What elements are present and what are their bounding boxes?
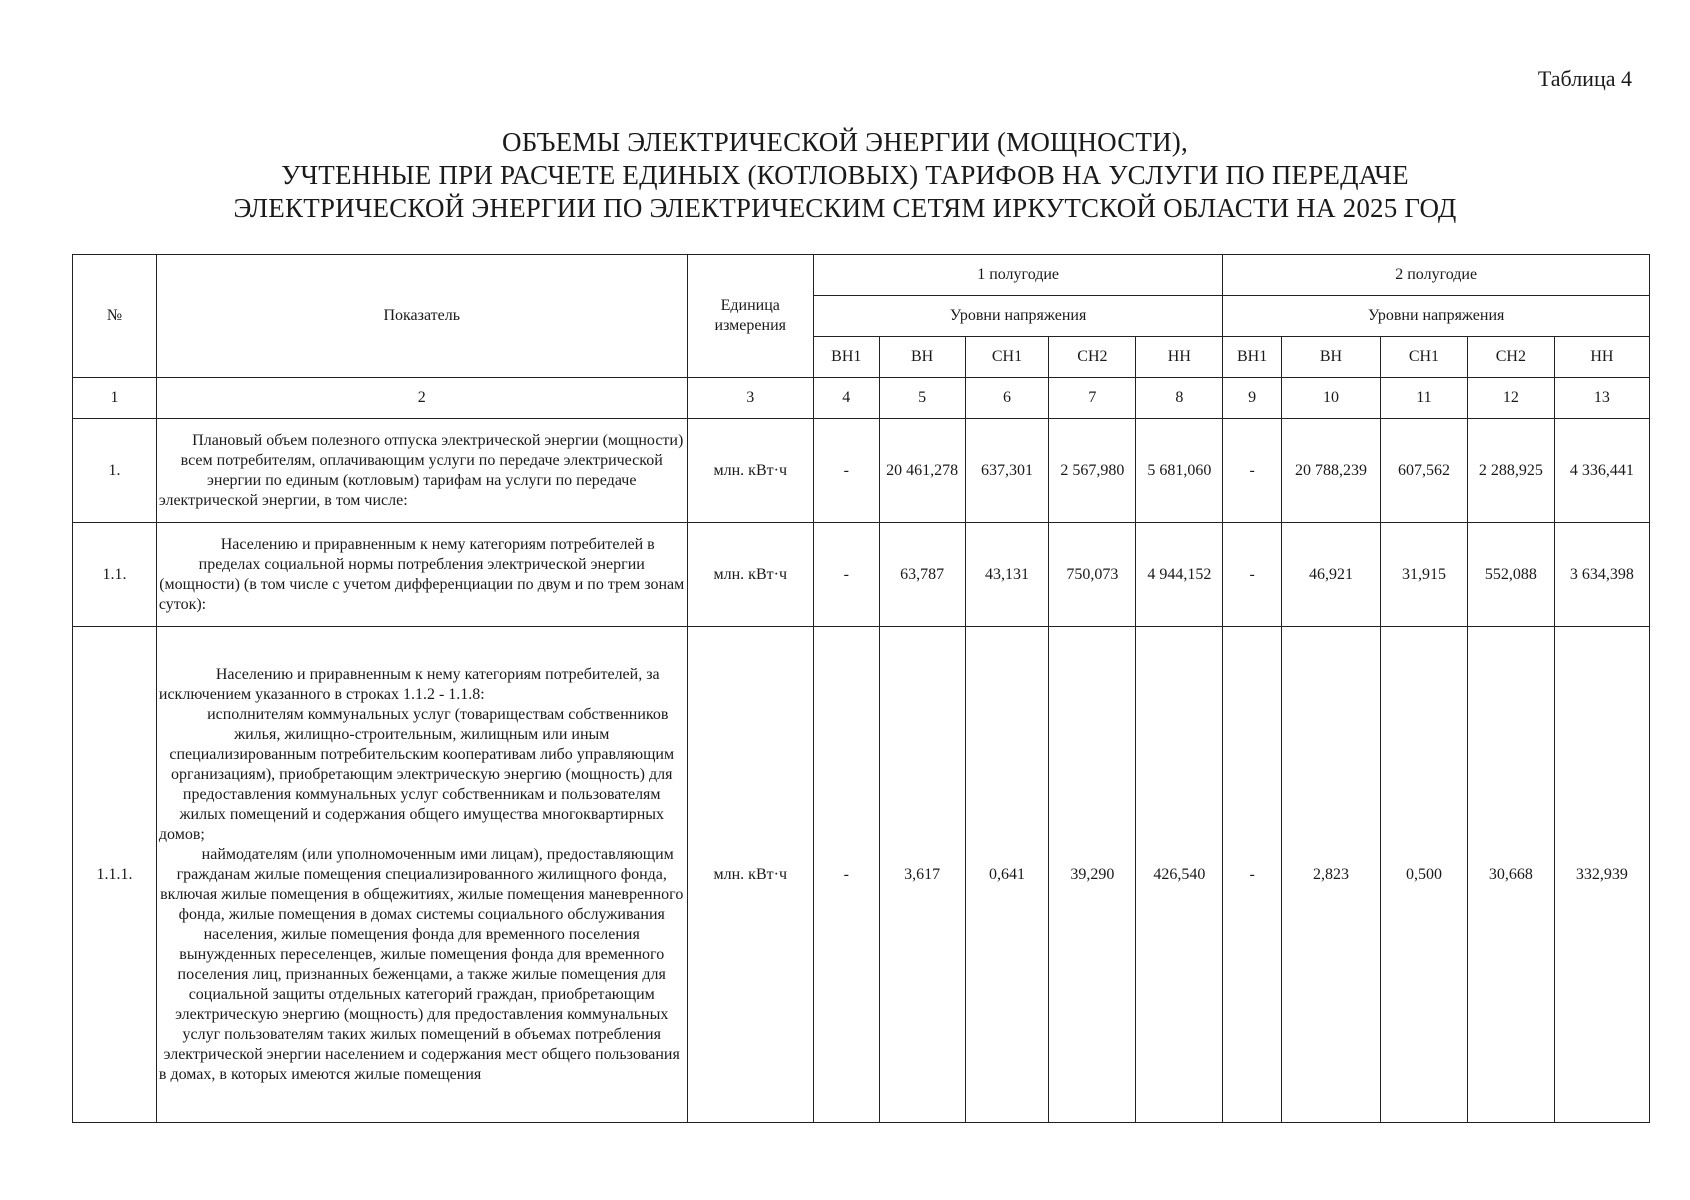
header-level: СН1 bbox=[965, 337, 1049, 378]
column-number: 1 bbox=[73, 378, 157, 419]
value-cell: 4 336,441 bbox=[1554, 419, 1649, 523]
value-cell: 2,823 bbox=[1281, 627, 1380, 1123]
header-levels-half-2: Уровни напряжения bbox=[1223, 296, 1650, 337]
indicator-paragraph: наймодателям (или уполномоченным ими лицам), предоставляющим гражданам жилые помещения специализированного жилищного фонда, включая жилые помещения в общежитиях, жилые помещения маневренного фонда, жилые помещения в домах системы социального обслуживания населения, жилые помещения фонда для временного поселения вынужденных переселенцев, жилые помещения фонда для временного поселения лиц, признанных беженцами, а также жилые помещения для социальной защиты отдельных категорий граждан, приобретающим электрическую энергию (мощность) для предоставления коммунальных услуг пользователям таких жилых помещений в объемах потребления электрической энергии населением и содержания мест общего пользования в домах, в которых имеются жилые помещения bbox=[158, 845, 684, 1083]
value-cell: 552,088 bbox=[1467, 523, 1554, 627]
value-cell: 4 944,152 bbox=[1136, 523, 1223, 627]
header-indicator: Показатель bbox=[156, 255, 687, 378]
tariff-volumes-table bbox=[72, 254, 1650, 1123]
indicator-paragraph: исполнителям коммунальных услуг (товариществам собственников жилья, жилищно-строительным, жилищным или иным специализированным потребительским кооперативам либо управляющим организациям), приобретающим электрическую энергию (мощность) для предоставления коммунальных услуг собственникам и пользователям жилых помещений и содержания общего имущества многоквартирных домов; bbox=[158, 705, 675, 843]
column-number: 11 bbox=[1380, 378, 1467, 419]
value-cell: - bbox=[813, 627, 879, 1123]
header-level: ВН bbox=[1281, 337, 1380, 378]
column-number: 2 bbox=[156, 378, 687, 419]
row-indicator-text bbox=[156, 627, 687, 1123]
row-indicator-text bbox=[156, 419, 687, 523]
column-number: 5 bbox=[879, 378, 965, 419]
value-cell: 750,073 bbox=[1049, 523, 1136, 627]
row-unit: млн. кВт·ч bbox=[687, 627, 813, 1123]
value-cell: 30,668 bbox=[1467, 627, 1554, 1123]
table-row bbox=[73, 419, 1650, 523]
document-title bbox=[0, 126, 1690, 225]
column-number: 4 bbox=[813, 378, 879, 419]
value-cell: - bbox=[813, 523, 879, 627]
column-number: 6 bbox=[965, 378, 1049, 419]
header-level: ВН1 bbox=[813, 337, 879, 378]
column-number: 12 bbox=[1467, 378, 1554, 419]
value-cell: 607,562 bbox=[1380, 419, 1467, 523]
value-cell: 0,641 bbox=[965, 627, 1049, 1123]
header-level: ВН1 bbox=[1223, 337, 1282, 378]
value-cell: 332,939 bbox=[1554, 627, 1649, 1123]
value-cell: 2 288,925 bbox=[1467, 419, 1554, 523]
header-half-2: 2 полугодие bbox=[1223, 255, 1650, 296]
table-row bbox=[73, 523, 1650, 627]
value-cell: 3,617 bbox=[879, 627, 965, 1123]
value-cell: 39,290 bbox=[1049, 627, 1136, 1123]
column-number: 13 bbox=[1554, 378, 1649, 419]
value-cell: - bbox=[1223, 627, 1282, 1123]
value-cell: 0,500 bbox=[1380, 627, 1467, 1123]
column-number: 8 bbox=[1136, 378, 1223, 419]
value-cell: 2 567,980 bbox=[1049, 419, 1136, 523]
value-cell: 20 461,278 bbox=[879, 419, 965, 523]
column-number: 7 bbox=[1049, 378, 1136, 419]
value-cell: 43,131 bbox=[965, 523, 1049, 627]
value-cell: 20 788,239 bbox=[1281, 419, 1380, 523]
column-number: 9 bbox=[1223, 378, 1282, 419]
row-number: 1.1.1. bbox=[73, 627, 157, 1123]
value-cell: 637,301 bbox=[965, 419, 1049, 523]
indicator-paragraph: Плановый объем полезного отпуска электрической энергии (мощности) всем потребителям, оплачивающим услуги по передаче электрической энергии по единым (котловым) тарифам на услуги по передаче электрической энергии, в том числе: bbox=[158, 431, 684, 509]
title-line: ОБЪЕМЫ ЭЛЕКТРИЧЕСКОЙ ЭНЕРГИИ (МОЩНОСТИ), bbox=[502, 127, 1188, 157]
value-cell: 5 681,060 bbox=[1136, 419, 1223, 523]
header-level: СН2 bbox=[1049, 337, 1136, 378]
row-unit: млн. кВт·ч bbox=[687, 419, 813, 523]
value-cell: - bbox=[1223, 523, 1282, 627]
value-cell: 31,915 bbox=[1380, 523, 1467, 627]
header-half-1: 1 полугодие bbox=[813, 255, 1222, 296]
table-row bbox=[73, 627, 1650, 1123]
value-cell: - bbox=[813, 419, 879, 523]
column-number: 10 bbox=[1281, 378, 1380, 419]
column-number: 3 bbox=[687, 378, 813, 419]
header-level: ВН bbox=[879, 337, 965, 378]
row-number: 1. bbox=[73, 419, 157, 523]
header-level: НН bbox=[1554, 337, 1649, 378]
value-cell: 3 634,398 bbox=[1554, 523, 1649, 627]
header-level: СН1 bbox=[1380, 337, 1467, 378]
row-number: 1.1. bbox=[73, 523, 157, 627]
value-cell: 63,787 bbox=[879, 523, 965, 627]
header-level: НН bbox=[1136, 337, 1223, 378]
header-levels-half-1: Уровни напряжения bbox=[813, 296, 1222, 337]
title-line: ЭЛЕКТРИЧЕСКОЙ ЭНЕРГИИ ПО ЭЛЕКТРИЧЕСКИМ СЕТЯМ ИРКУТСКОЙ ОБЛАСТИ НА 2025 ГОД bbox=[233, 193, 1457, 223]
header-level: СН2 bbox=[1467, 337, 1554, 378]
indicator-paragraph: Населению и приравненным к нему категориям потребителей, за исключением указанного в строках 1.1.2 - 1.1.8: bbox=[158, 665, 660, 703]
value-cell: - bbox=[1223, 419, 1282, 523]
header-unit: Единица измерения bbox=[687, 255, 813, 378]
table-number-label: Таблица 4 bbox=[1537, 66, 1632, 91]
row-indicator-text bbox=[156, 523, 687, 627]
column-number-row bbox=[73, 378, 1650, 419]
title-line: УЧТЕННЫЕ ПРИ РАСЧЕТЕ ЕДИНЫХ (КОТЛОВЫХ) ТАРИФОВ НА УСЛУГИ ПО ПЕРЕДАЧЕ bbox=[281, 160, 1409, 190]
value-cell: 426,540 bbox=[1136, 627, 1223, 1123]
indicator-paragraph: Населению и приравненным к нему категориям потребителей в пределах социальной нормы потребления электрической энергии (мощности) (в том числе с учетом дифференциации по двум и по трем зонам суток): bbox=[158, 535, 685, 613]
header-no: № bbox=[73, 255, 157, 378]
value-cell: 46,921 bbox=[1281, 523, 1380, 627]
row-unit: млн. кВт·ч bbox=[687, 523, 813, 627]
